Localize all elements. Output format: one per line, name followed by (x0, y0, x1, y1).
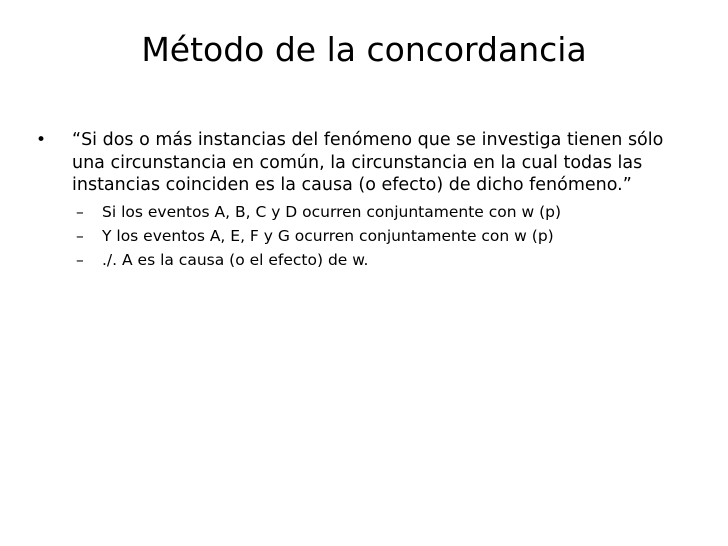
bullet-icon: • (36, 130, 47, 150)
sub-list-item (72, 201, 696, 223)
dash-icon: – (76, 226, 84, 245)
sub-point-text: Si los eventos A, B, C y D ocurren conjuntamente con w (p) (102, 202, 562, 221)
dash-icon: – (76, 250, 84, 269)
dash-icon: – (76, 202, 84, 221)
bullet-list (36, 129, 696, 273)
sub-list-item (72, 225, 696, 247)
list-item-main-point (36, 129, 696, 271)
sub-list-item (72, 249, 696, 271)
sub-bullet-list (72, 201, 696, 271)
main-point-text: “Si dos o más instancias del fenómeno que se investiga tienen sólo una circunstancia en común, la circunstancia en la cual todas las instancias coinciden es la causa (o efecto) de dicho fenómeno.” (72, 130, 664, 195)
sub-point-text: Y los eventos A, E, F y G ocurren conjuntamente con w (p) (102, 226, 554, 245)
slide-title: Método de la concordancia (141, 30, 587, 69)
sub-point-text: ./. A es la causa (o el efecto) de w. (102, 250, 369, 269)
